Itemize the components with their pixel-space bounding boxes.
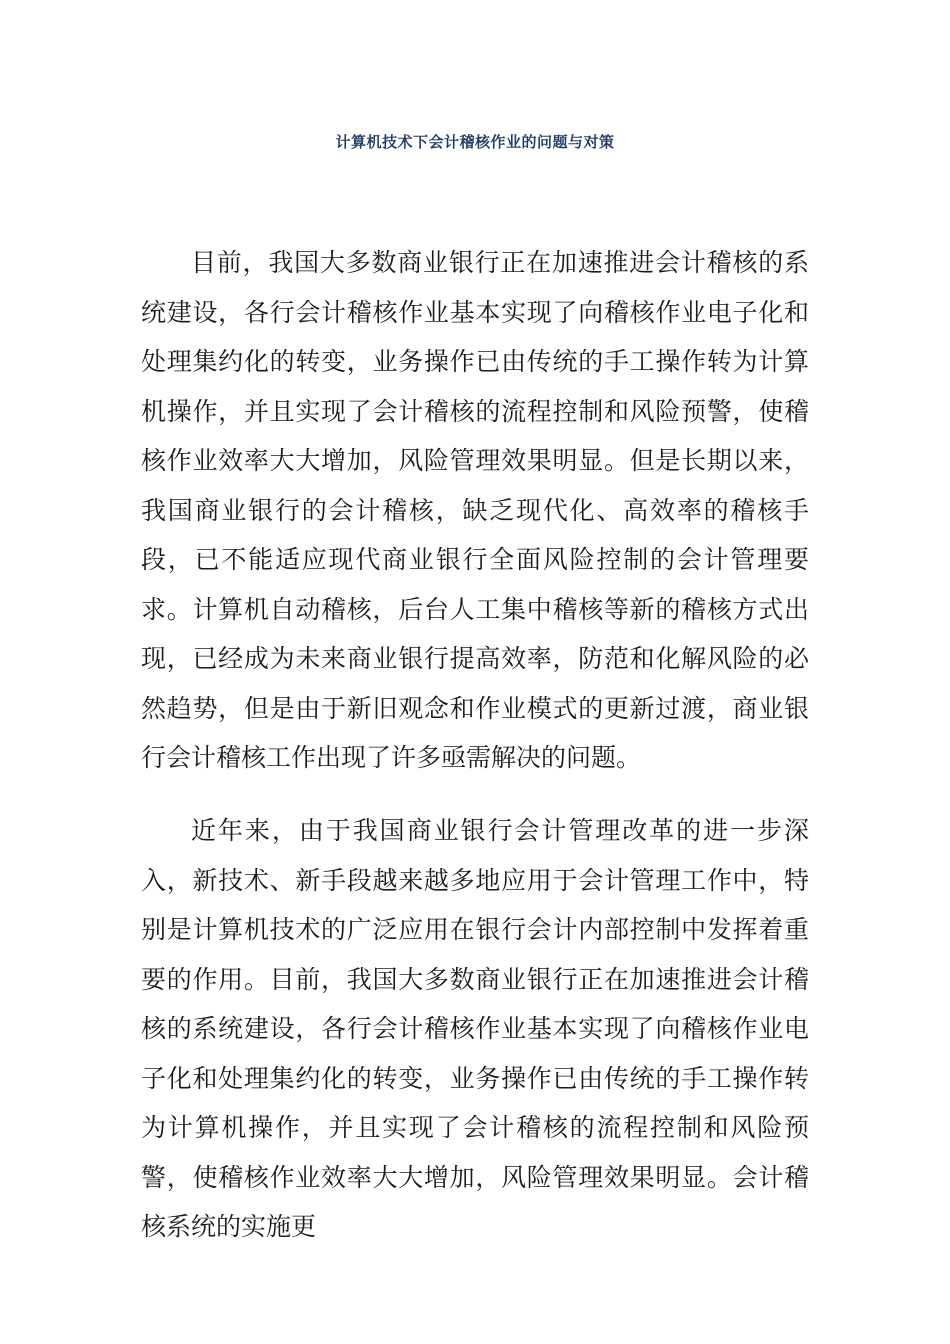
document-title: 计算机技术下会计稽核作业的问题与对策: [335, 133, 615, 151]
paragraph-2: 近年来，由于我国商业银行会计管理改革的进一步深入，新技术、新手段越来越多地应用于会计管理工作中，特别是计算机技术的广泛应用在银行会计内部控制中发挥着重要的作用。目前，我国大多数商业银行正在加速推进会计稽核的系统建设，各行会计稽核作业基本实现了向稽核作业电子化和处理集约化的转变，业务操作已由传统的手工操作转为计算机操作，并且实现了会计稽核的流程控制和风险预警，使稽核作业效率大大增加，风险管理效果明显。会计稽核系统的实施更: [141, 816, 809, 1241]
paragraph-1: 目前，我国大多数商业银行正在加速推进会计稽核的系统建设，各行会计稽核作业基本实现了向稽核作业电子化和处理集约化的转变，业务操作已由传统的手工操作转为计算机操作，并且实现了会计稽核的流程控制和风险预警，使稽核作业效率大大增加，风险管理效果明显。但是长期以来，我国商业银行的会计稽核，缺乏现代化、高效率的稽核手段，已不能适应现代商业银行全面风险控制的会计管理要求。计算机自动稽核，后台人工集中稽核等新的稽核方式出现，已经成为未来商业银行提高效率，防范和化解风险的必然趋势，但是由于新旧观念和作业模式的更新过渡，商业银行会计稽核工作出现了许多亟需解决的问题。: [141, 248, 809, 772]
